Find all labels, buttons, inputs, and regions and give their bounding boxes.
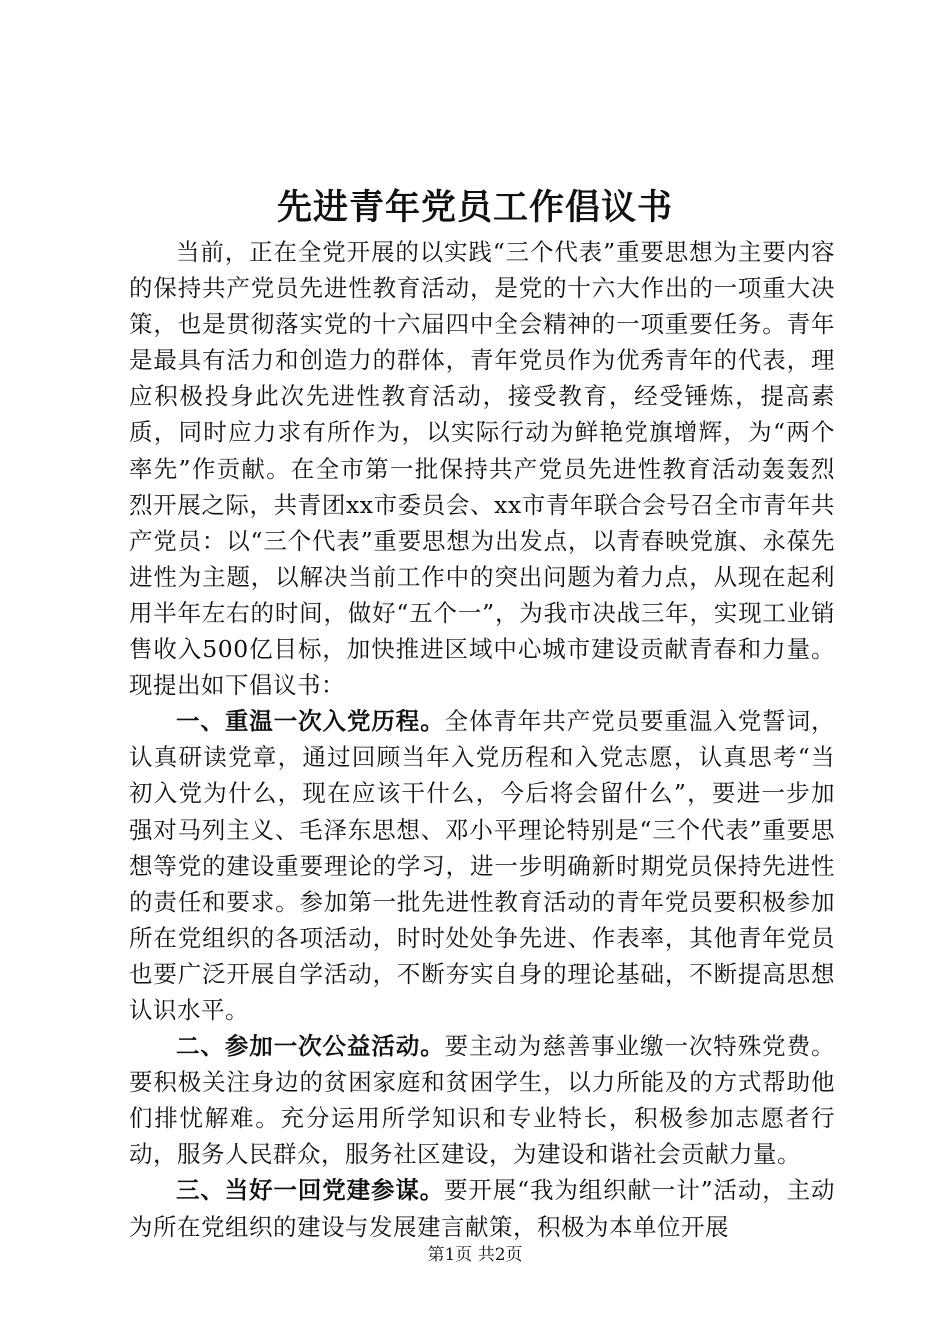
section-text: 要主动为慈善事业缴一次特殊党费。要积极关注身边的贫困家庭和贫困学生，以力所能及的方式帮助他们排忧解难。充分运用所学知识和专业特长，积极参加志愿者行动，服务人民群众，服务社区建设，为建设和谐社会贡献力量。	[129, 1032, 836, 1169]
section-paragraph	[129, 703, 835, 1028]
section-text: 全体青年共产党员要重温入党誓词，认真研读党章，通过回顾当年入党历程和入党志愿，认真思考“当初入党为什么，现在应该干什么，今后将会留什么”，要进一步加强对马列主义、毛泽东思想、邓小平理论特别是“三个代表”重要思想等党的建设重要理论的学习，进一步明确新时期党员保持先进性的责任和要求。参加第一批先进性教育活动的青年党员要积极参加所在党组织的各项活动，时时处处争先进、作表率，其他青年党员也要广泛开展自学活动，不断夯实自身的理论基础，不断提高思想认识水平。	[129, 707, 836, 1024]
section-text: 要开展“我为组织献一计”活动，主动为所在党组织的建设与发展建言献策，积极为本单位开展	[129, 1176, 835, 1241]
section-heading: 三、当好一回党建参谋。	[176, 1176, 445, 1205]
section-heading: 一、重温一次入党历程。	[176, 707, 445, 736]
document-body	[129, 234, 835, 1245]
document-title: 先进青年党员工作倡议书	[276, 188, 673, 228]
page-footer: 第1页 共2页	[427, 1245, 523, 1265]
section-paragraph	[129, 1028, 835, 1172]
section-heading: 二、参加一次公益活动。	[176, 1032, 445, 1061]
section-paragraph	[129, 1172, 835, 1244]
intro-paragraph: 当前，正在全党开展的以实践“三个代表”重要思想为主要内容的保持共产党员先进性教育活动，是党的十六大作出的一项重大决策，也是贯彻落实党的十六届四中全会精神的一项重要任务。青年是最具有活力和创造力的群体，青年党员作为优秀青年的代表，理应积极投身此次先进性教育活动，接受教育，经受锤炼，提高素质，同时应力求有所作为，以实际行动为鲜艳党旗增辉，为“两个率先”作贡献。在全市第一批保持共产党员先进性教育活动轰轰烈烈开展之际，共青团xx市委员会、xx市青年联合会号召全市青年共产党员：以“三个代表”重要思想为出发点，以青春映党旗、永葆先进性为主题，以解决当前工作中的突出问题为着力点，从现在起利用半年左右的时间，做好“五个一”，为我市决战三年，实现工业销售收入500亿目标，加快推进区域中心城市建设贡献青春和力量。现提出如下倡议书：	[129, 238, 835, 700]
